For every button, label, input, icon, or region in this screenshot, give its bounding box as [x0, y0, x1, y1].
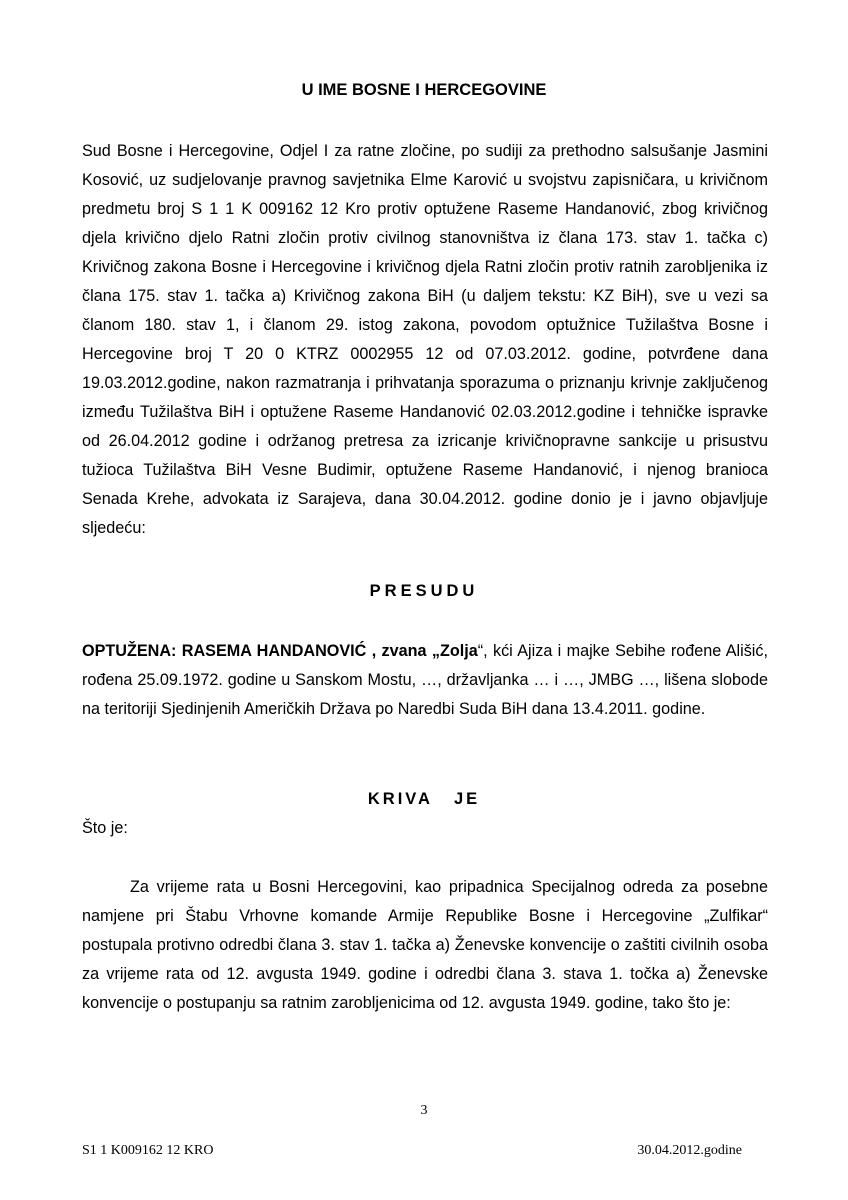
verdict-heading: PRESUDU: [369, 582, 479, 600]
guilty-heading: KRIVA JE: [367, 790, 481, 808]
page-number: 3: [420, 1103, 428, 1118]
footer-case-number: S1 1 K009162 12 KRO: [82, 1143, 214, 1158]
document-title: U IME BOSNE I HERCEGOVINE: [301, 81, 547, 99]
intro-paragraph: Sud Bosne i Hercegovine, Odjel I za ratne zločine, po sudiji za prethodno salsušanje Jasmini Kosović, uz sudjelovanje pravnog savjetnika Elme Karović u svojstvu zapisničara, u krivičnom predmetu broj S 1 1 K 009162 12 Kro protiv optužene Raseme Handanović, zbog krivičnog djela krivično djelo Ratni zločin protiv civilnog stanovništva iz člana 173. stav 1. tačka c) Krivičnog zakona Bosne i Hercegovine i krivičnog djela Ratni zločin protiv ratnih zarobljenika iz člana 175. stav 1. tačka a) Krivičnog zakona BiH (u daljem tekstu: KZ BiH), sve u vezi sa članom 180. stav 1, i članom 29. istog zakona, povodom optužnice Tužilaštva Bosne i Hercegovine broj T 20 0 KTRZ 0002955 12 od 07.03.2012. godine, potvrđene dana 19.03.2012.godine, nakon razmatranja i prihvatanja sporazuma o priznanju krivnje zaključenog između Tužilaštva BiH i optužene Raseme Handanović 02.03.2012.godine i tehničke ispravke od 26.04.2012 godine i održanog pretresa za izricanje krivičnopravne sankcije u prisustvu tužioca Tužilaštva BiH Vesne Budimir, optužene Raseme Handanović, i njenog branioca Senada Krehe, advokata iz Sarajeva, dana 30.04.2012. godine donio je i javno objavljuje sljedeću:: [82, 142, 768, 537]
accused-details: “, kći Ajiza i majke Sebihe rođene Ališić, rođena 25.09.1972. godine u Sanskom Mostu, …, državljanka … i …, JMBG …, lišena slobode na teritoriji Sjedinjenih Američkih Država po Naredbi Suda BiH dana 13.4.2011. godine.: [82, 642, 768, 718]
accused-paragraph: [82, 637, 768, 724]
sto-je-label: Što je:: [82, 819, 128, 837]
accused-label: OPTUŽENA: RASEMA HANDANOVIĆ , zvana „Zolja: [82, 642, 478, 660]
charge-paragraph: Za vrijeme rata u Bosni Hercegovini, kao pripadnica Specijalnog odreda za posebne namjene pri Štabu Vrhovne komande Armije Republike Bosne i Hercegovine „Zulfikar“ postupala protivno odredbi člana 3. stav 1. tačka a) Ženevske konvencije o zaštiti civilnih osoba za vrijeme rata od 12. avgusta 1949. godine i odredbi člana 3. stava 1. točka a) Ženevske konvencije o postupanju sa ratnim zarobljenicima od 12. avgusta 1949. godine, tako što je:: [82, 878, 768, 1012]
footer-date: 30.04.2012.godine: [637, 1143, 742, 1158]
